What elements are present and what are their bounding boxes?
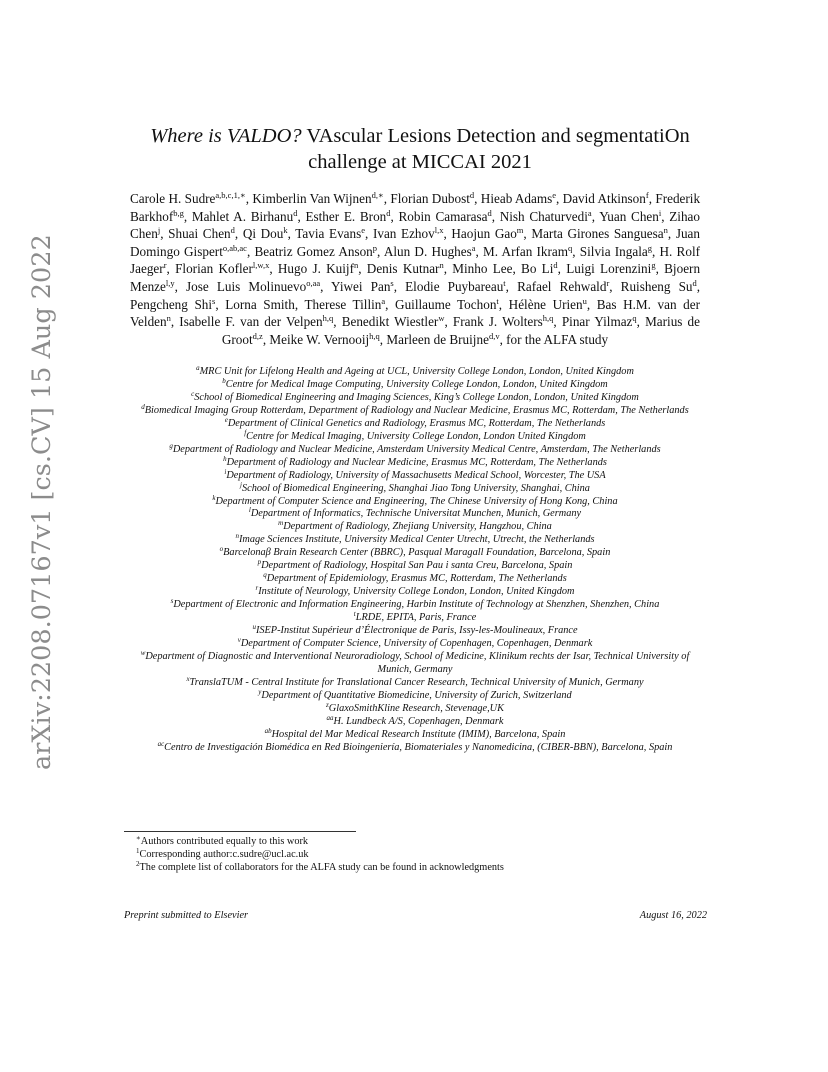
author-name: Silvia Ingala xyxy=(579,243,648,259)
affiliation-text: Image Sciences Institute, University Medical Center Utrecht, Utrecht, the Netherlands xyxy=(238,534,595,546)
affiliation-key: f xyxy=(244,428,247,437)
author xyxy=(531,226,668,241)
author-name: H. Rolf Jaeger xyxy=(130,243,700,277)
affiliation-text: H. Lundbeck A/S, Copenhagen, Denmark xyxy=(333,715,504,727)
author-name: Robin Camarasa xyxy=(398,208,488,224)
affiliation-text: Department of Radiology and Nuclear Medicine, Erasmus MC, Rotterdam, The Netherlands xyxy=(226,456,607,468)
author-name: Therese Tillin xyxy=(304,296,382,312)
affiliation xyxy=(124,402,706,418)
author-affiliation-marks: g xyxy=(651,260,656,271)
affiliation xyxy=(124,674,706,690)
affiliation-key: a xyxy=(196,364,200,372)
author-name: Yiwei Pan xyxy=(331,278,391,294)
affiliation-text: TranslaTUM - Central Institute for Translational Cancer Research, Technical University of Munich, Germany xyxy=(189,676,644,688)
affiliation xyxy=(124,389,706,405)
affiliation xyxy=(124,454,706,470)
author-name: Carole H. Sudre xyxy=(130,191,216,206)
affiliation xyxy=(124,648,706,677)
author xyxy=(621,279,697,294)
affiliation xyxy=(124,586,706,599)
author-affiliation-marks: t xyxy=(496,295,499,306)
affiliation-key: i xyxy=(224,467,227,476)
author xyxy=(192,209,298,224)
affiliation xyxy=(124,625,706,638)
author xyxy=(483,244,572,259)
author-name: Pinar Yilmaz xyxy=(561,314,633,330)
affiliation-key: v xyxy=(237,636,241,645)
author-name: Benedikt Wiestler xyxy=(341,314,439,330)
author-name: M. Arfan Ikram xyxy=(483,243,569,259)
author xyxy=(521,261,558,276)
affiliation xyxy=(124,415,706,431)
footnote-mark: ∗ xyxy=(136,834,141,842)
title-rest: VAscular Lesions Detection and segmentatiOn xyxy=(301,125,690,147)
affiliation-text: LRDE, EPITA, Paris, France xyxy=(355,612,477,624)
affiliation-key: y xyxy=(258,687,262,696)
author-name: Bo Li xyxy=(521,261,554,277)
author-name: Kimberlin Van Wijnen xyxy=(252,191,372,206)
author-list: Carole H. Sudre$^{a,b,c,1,∗}$, Kimberlin Van Wijnen$^{d,∗}$, Florian Dubost$^d$, Hieab Adams$^e$, David Atkinson$^f$, Frederik Barkhof$^{b,g}$, Mahlet A. Birhanu$^d$, Esther E. Bron$^d$, Robin Camarasa$^d$, Nish Chaturvedi$^a$, Yuan Chen$^i$, Zihao Chen$^j$, Shuai Chen$^d$, Qi Dou$^k$, Tavia Evans$^e$, Ivan Ezhov$^{l,x}$, Haojun Gao$^m$, Marta Girones Sanguesa$^n$, Juan Domingo Gispert$^{o,ab,ac}$, Beatriz Gomez Anson$^p$, Alun D. Hughes$^a$, M. Arfan Ikram$^q$, Silvia Ingala$^g$, H. Rolf Jaeger$^r$, Florian Kofler$^{l,w,x}$, Hugo J. Kuijf$^n$, Denis Kutnar$^n$, Minho Lee, Bo Li$^d$, Luigi Lorenzini$^g$, Bjoern Menze$^{l,y}$, Jose Luis Molinuevo$^{o,aa}$, Yiwei Pan$^s$, Elodie Puybareau$^t$, Rafael Rehwald$^r$, Ruisheng Su$^d$, Pengcheng Shi$^s$, Lorna Smith, Therese Tillin$^a$, Guillaume Tochon$^t$, Hélène Urien$^u$, Bas H.M. van der Velden$^n$, Isabelle F. van der Velpen$^{h,q}$, Benedikt Wiestler$^w$, Frank J. Wolters$^{h,q}$, Pinar Yilmaz$^q$, Marius de Groot$^{d,z}$, Meike W. Vernooij$^{h,q}$, Marleen de Bruijne$^{d,v}$, for the ALFA study xyxy=(130,190,701,347)
author xyxy=(252,191,383,206)
author-affiliation-marks: d xyxy=(487,207,492,218)
footnote-list xyxy=(136,836,696,874)
affiliation xyxy=(124,547,706,560)
author-affiliation-marks: r xyxy=(163,260,167,271)
affiliation-key: h xyxy=(223,454,227,463)
footnote-rule xyxy=(124,831,356,832)
affiliation xyxy=(124,599,706,612)
author-affiliation-marks: k xyxy=(283,225,288,236)
author-name: Yuan Chen xyxy=(599,208,659,224)
author-name: Shuai Chen xyxy=(168,226,231,242)
footnote xyxy=(136,859,696,875)
author-name: Florian Kofler xyxy=(175,261,253,277)
affiliation xyxy=(124,428,706,444)
author xyxy=(481,191,556,206)
author-affiliation-marks: r xyxy=(606,277,610,288)
author-name: Juan Domingo Gispert xyxy=(130,226,700,259)
affiliation-text: Department of Diagnostic and Interventional Neuroradiology, School of Medicine, Klinikum rechts der Isar, Technical University of Munich, Germany xyxy=(145,650,690,675)
affiliation-key: p xyxy=(257,558,262,567)
author-affiliation-marks: d,∗ xyxy=(371,190,384,200)
author xyxy=(566,261,655,276)
affiliation xyxy=(124,508,706,521)
affiliation-text: GlaxoSmithKline Research, Stevenage,UK xyxy=(328,702,504,714)
author-name: Lorna Smith xyxy=(225,296,295,312)
affiliation-text: School of Biomedical Engineering and Imaging Sciences, King’s College London, London, United Kingdom xyxy=(194,391,639,403)
author-name: Guillaume Tochon xyxy=(395,296,497,312)
author-affiliation-marks: l,y xyxy=(165,277,175,288)
author-name: Meike W. Vernooij xyxy=(269,331,370,347)
author-affiliation-marks: n xyxy=(166,313,171,324)
author-name: Esther E. Bron xyxy=(305,208,387,224)
affiliation-key: o xyxy=(219,545,224,554)
author-affiliation-marks: d xyxy=(692,277,697,288)
affiliation xyxy=(124,521,706,534)
affiliation xyxy=(124,560,706,573)
affiliation xyxy=(124,726,706,742)
author xyxy=(599,209,661,224)
author xyxy=(452,261,512,276)
author-name: Rafael Rehwald xyxy=(517,278,607,294)
author xyxy=(395,297,499,312)
affiliation-text: Hospital del Mar Medical Research Institute (IMIM), Barcelona, Spain xyxy=(271,728,566,740)
author-affiliation-marks: t xyxy=(503,277,506,288)
affiliation-text: Department of Computer Science, University of Copenhagen, Copenhagen, Denmark xyxy=(240,638,593,650)
author xyxy=(500,209,592,224)
author-affiliation-marks: d,v xyxy=(488,330,500,341)
arxiv-identifier-stamp: arXiv:2208.07167v1 [cs.CV] 15 Aug 2022 xyxy=(27,234,57,770)
affiliation-key: d xyxy=(141,402,145,411)
author xyxy=(563,191,649,206)
author xyxy=(331,279,394,294)
title-italic-part: Where is VALDO? xyxy=(150,125,302,147)
author xyxy=(342,314,445,329)
author-name: Hugo J. Kuijf xyxy=(277,261,354,277)
affiliation xyxy=(124,573,706,586)
author-affiliation-marks: h,q xyxy=(322,313,334,324)
author-name: Elodie Puybareau xyxy=(405,278,504,294)
affiliation-text: Department of Radiology, University of Massachusetts Medical School, Worcester, The USA xyxy=(226,469,606,481)
author xyxy=(384,244,476,259)
affiliation-key: q xyxy=(263,571,267,580)
author xyxy=(254,244,377,259)
author xyxy=(130,191,246,206)
author xyxy=(386,332,499,347)
author-name: Beatriz Gomez Anson xyxy=(254,243,373,259)
author-affiliation-marks: o,aa xyxy=(306,277,321,288)
author xyxy=(186,279,320,294)
author-affiliation-marks: a,b,c,1,∗ xyxy=(215,190,246,200)
affiliation-key: j xyxy=(240,480,242,489)
author-name: Minho Lee xyxy=(452,261,513,277)
author-name: David Atkinson xyxy=(562,191,646,206)
author-affiliation-marks: d,z xyxy=(252,330,263,341)
affiliation-key: ac xyxy=(157,739,165,748)
author-affiliation-marks: h,q xyxy=(369,330,380,341)
author xyxy=(451,226,523,241)
author-affiliation-marks: s xyxy=(390,277,394,288)
affiliation xyxy=(124,713,706,729)
author-affiliation-marks: j xyxy=(157,225,161,236)
affiliation-text: Centre for Medical Image Computing, University College London, London, United Kingdom xyxy=(225,378,608,390)
affiliation-text: Centre for Medical Imaging, University College London, London United Kingdom xyxy=(246,430,586,442)
author-affiliation-marks: d xyxy=(293,207,298,218)
author-affiliation-marks: h,q xyxy=(542,313,554,324)
author xyxy=(399,209,492,224)
author-affiliation-marks: l,w,x xyxy=(252,260,270,271)
footnote xyxy=(136,846,696,862)
author-name: Hieab Adams xyxy=(480,191,553,206)
affiliation-key: t xyxy=(353,610,356,619)
author xyxy=(580,244,652,259)
author-affiliation-marks: e xyxy=(552,190,557,200)
author-affiliation-marks: o,ab,ac xyxy=(222,242,247,253)
author-name: Luigi Lorenzini xyxy=(566,261,652,277)
footnote xyxy=(136,836,696,849)
author-affiliation-marks: d xyxy=(469,190,475,200)
author xyxy=(130,297,215,312)
author-affiliation-marks: f xyxy=(645,190,649,200)
affiliation xyxy=(124,480,706,496)
author xyxy=(562,314,637,329)
author-name: Bas H.M. van der Velden xyxy=(130,296,700,330)
author-name: Marta Girones Sanguesa xyxy=(531,226,664,242)
author-affiliation-marks: n xyxy=(439,260,444,271)
affiliation xyxy=(124,612,706,625)
preprint-note: Preprint submitted to Elsevier xyxy=(124,910,249,921)
author-affiliation-marks: m xyxy=(516,225,524,236)
author-affiliation-marks: q xyxy=(632,313,637,324)
affiliation-text: Department of Radiology, Zhejiang University, Hangzhou, China xyxy=(283,521,552,533)
author-affiliation-marks: a xyxy=(471,242,476,253)
affiliation-text: Department of Radiology and Nuclear Medicine, Amsterdam University Medical Centre, Amsterdam, The Netherlands xyxy=(172,443,661,455)
affiliation-text: Department of Radiology, Hospital San Pau i santa Creu, Barcelona, Spain xyxy=(261,560,573,572)
author-name: Qi Dou xyxy=(242,226,284,242)
affiliation-text: Centro de Investigación Biomédica en Red Bioingeniería, Biomateriales y Nanomedicina, (CIBER-BBN), Barcelona, Spain xyxy=(164,741,673,753)
author xyxy=(305,209,390,224)
affiliation-text: School of Biomedical Engineering, Shanghai Jiao Tong University, Shanghai, China xyxy=(241,482,590,494)
affiliation-text: MRC Unit for Lifelong Health and Ageing at UCL, University College London, London, United Kingdom xyxy=(199,366,634,377)
author-affiliation-marks: b,g xyxy=(173,207,184,218)
affiliation-key: ab xyxy=(264,726,272,735)
affiliation xyxy=(124,366,706,379)
author-name: Ivan Ezhov xyxy=(372,226,435,242)
affiliation-key: g xyxy=(169,441,173,450)
author xyxy=(304,297,385,312)
affiliation-key: u xyxy=(252,623,256,632)
author xyxy=(243,226,288,241)
author-affiliation-marks: e xyxy=(361,225,366,236)
author-name: Florian Dubost xyxy=(390,191,470,206)
affiliation-key: k xyxy=(212,493,216,502)
affiliation-key: r xyxy=(255,584,259,593)
author-name: Bjoern Menze xyxy=(130,261,701,294)
author xyxy=(367,261,444,276)
footnote-mark: 2 xyxy=(136,859,140,868)
author xyxy=(405,279,506,294)
affiliation-key: c xyxy=(191,389,195,398)
author-name: Frederik Barkhof xyxy=(130,191,701,224)
affiliation-key: z xyxy=(326,700,329,709)
author xyxy=(278,261,358,276)
affiliation xyxy=(124,493,706,509)
footnote-text: Authors contributed equally to this work xyxy=(140,836,309,847)
author-affiliation-marks: a xyxy=(587,207,592,218)
author xyxy=(295,226,365,241)
affiliation-key: x xyxy=(186,674,190,683)
author-affiliation-marks: d xyxy=(553,260,558,271)
author-name: Alun D. Hughes xyxy=(383,243,472,259)
author xyxy=(517,279,609,294)
author-affiliation-marks: q xyxy=(568,242,573,253)
affiliation-text: ISEP-Institut Supérieur d’Électronique de Paris, Issy-les-Moulineaux, France xyxy=(255,625,578,637)
author-name: Isabelle F. van der Velpen xyxy=(179,314,323,330)
affiliation-key: w xyxy=(140,648,146,657)
author-affiliation-marks: d xyxy=(386,207,391,218)
affiliation xyxy=(124,467,706,483)
author-affiliation-marks: i xyxy=(658,207,662,218)
affiliation-text: Department of Clinical Genetics and Radiology, Erasmus MC, Rotterdam, The Netherlands xyxy=(227,417,606,429)
affiliation-text: Department of Informatics, Technische Universitat Munchen, Munich, Germany xyxy=(250,508,582,520)
author xyxy=(168,226,235,241)
affiliation-text: Barcelonaβ Brain Research Center (BBRC), Pasqual Maragall Foundation, Barcelona, Spain xyxy=(223,547,611,559)
author-name: Zihao Chen xyxy=(130,208,700,242)
affiliation xyxy=(124,534,706,547)
author xyxy=(225,297,295,312)
affiliation-text: Department of Quantitative Biomedicine, University of Zurich, Switzerland xyxy=(261,689,572,701)
author-name: Marleen de Bruijne xyxy=(386,331,489,347)
affiliation-key: m xyxy=(278,519,284,528)
affiliation xyxy=(124,638,706,651)
footnote-text: Corresponding author:c.sudre@ucl.ac.uk xyxy=(139,848,309,860)
affiliation-key: e xyxy=(224,415,228,424)
author-affiliation-marks: w xyxy=(438,313,445,324)
affiliation xyxy=(124,739,706,755)
affiliation-list xyxy=(124,366,706,755)
affiliation-text: Institute of Neurology, University College London, London, United Kingdom xyxy=(258,586,575,598)
author-affiliation-marks: u xyxy=(582,295,587,306)
author-affiliation-marks: d xyxy=(230,225,235,236)
affiliation xyxy=(124,376,706,392)
author-name: Jose Luis Molinuevo xyxy=(186,278,307,294)
author-name: Ruisheng Su xyxy=(620,278,693,294)
author-name: Frank J. Wolters xyxy=(452,314,543,330)
author-affiliation-marks: l,x xyxy=(434,225,444,236)
author xyxy=(175,261,269,276)
author-name: Haojun Gao xyxy=(451,226,517,242)
author-name: Tavia Evans xyxy=(295,226,362,242)
author-name: Marius de Groot xyxy=(221,314,701,347)
affiliation-key: b xyxy=(222,376,226,385)
affiliation xyxy=(124,687,706,703)
author-name: Pengcheng Shi xyxy=(130,296,213,312)
author xyxy=(373,226,444,241)
preprint-date: August 16, 2022 xyxy=(639,910,707,921)
author xyxy=(179,314,333,329)
author xyxy=(509,297,587,312)
author-affiliation-marks: n xyxy=(663,225,668,236)
author xyxy=(390,191,474,206)
author-affiliation-marks: a xyxy=(381,295,386,306)
title-line-2: challenge at MICCAI 2021 xyxy=(308,151,532,173)
affiliation-key: n xyxy=(235,532,239,541)
affiliation-key: s xyxy=(170,597,174,606)
paper-title xyxy=(110,123,730,175)
author-name: Nish Chaturvedi xyxy=(499,208,588,224)
author xyxy=(453,314,554,329)
affiliation xyxy=(124,700,706,716)
author-name: Denis Kutnar xyxy=(366,261,440,277)
affiliation-text: Department of Electronic and Information Engineering, Harbin Institute of Technology at Shenzhen, Shenzhen, China xyxy=(173,599,660,611)
footnote-text: The complete list of collaborators for the ALFA study can be found in acknowledgments xyxy=(139,861,504,873)
author-affiliation-marks: n xyxy=(353,260,359,271)
footnote-mark: 1 xyxy=(136,846,140,855)
author-affiliation-marks: p xyxy=(372,242,378,253)
affiliation-key: aa xyxy=(326,713,334,722)
affiliation-text: Department of Computer Science and Engineering, The Chinese University of Hong Kong, China xyxy=(215,495,618,507)
author xyxy=(269,332,379,347)
affiliation-key: l xyxy=(248,506,251,515)
author-affiliation-marks: s xyxy=(212,295,216,306)
affiliation-text: Department of Epidemiology, Erasmus MC, Rotterdam, The Netherlands xyxy=(266,573,567,585)
author-name: Mahlet A. Birhanu xyxy=(191,208,294,224)
author-name: Hélène Urien xyxy=(508,296,583,312)
affiliation xyxy=(124,441,706,457)
affiliation-text: Biomedical Imaging Group Rotterdam, Department of Radiology and Nuclear Medicine, Erasmus MC, Rotterdam, The Netherlands xyxy=(144,404,689,416)
authors-suffix: , for the ALFA study xyxy=(499,331,609,347)
author-affiliation-marks: g xyxy=(647,242,652,253)
